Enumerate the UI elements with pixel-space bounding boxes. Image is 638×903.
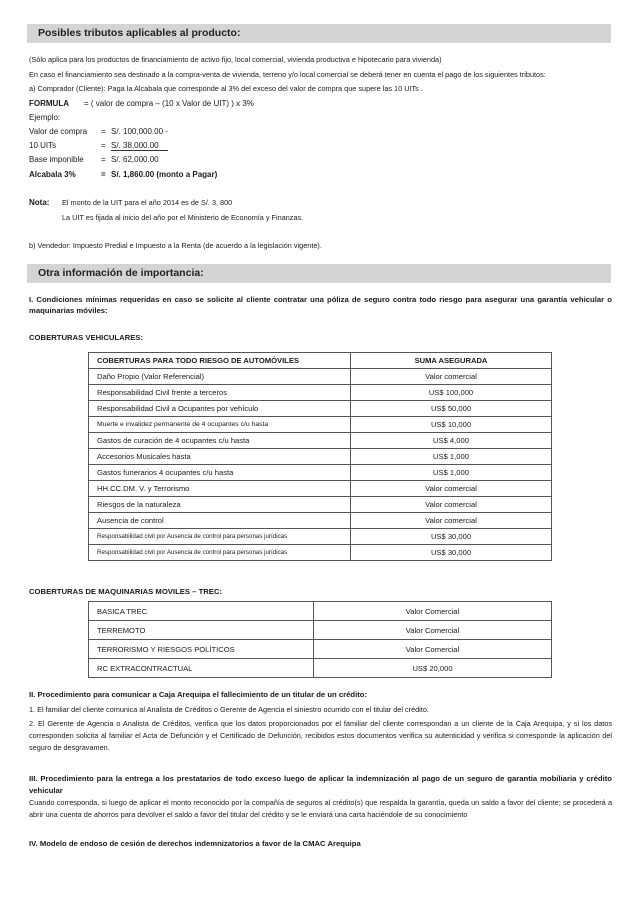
coverage-cell: Riesgos de la naturaleza — [89, 497, 351, 513]
coverage-cell: Accesorios Musicales hasta — [89, 449, 351, 465]
column-header-coverage: COBERTURAS PARA TODO RIESGO DE AUTOMÓVILES — [89, 353, 351, 369]
coverage-cell: Ausencia de control — [89, 513, 351, 529]
section-title: Posibles tributos aplicables al producto: — [38, 27, 241, 39]
alcabala-eq: = — [101, 170, 106, 179]
sum-cell: US$ 10,000 — [351, 417, 552, 433]
procedure-2-title: II. Procedimiento para comunicar a Caja Arequipa el fallecimiento de un titular de un crédito: — [29, 690, 368, 699]
sum-cell: Valor Comercial — [314, 621, 552, 640]
formula-label: FORMULA — [29, 99, 69, 108]
procedure-3-title: III. Procedimiento para la entrega a los prestatarios de todo exceso luego de aplicar la indemnización al pago de un seguro de garantía mobiliaria y crédito vehicular — [29, 774, 612, 795]
table-row — [89, 481, 552, 497]
sum-cell: Valor comercial — [351, 369, 552, 385]
coverage-cell: Responsabilidad civil por Ausencia de control para personas jurídicas — [89, 545, 351, 561]
sum-cell: US$ 1,000 — [351, 449, 552, 465]
table-row — [89, 659, 552, 678]
example-label-0: Valor de compra — [29, 127, 88, 136]
coverage-cell: BASICA TREC — [89, 602, 314, 621]
sum-cell: US$ 20,000 — [314, 659, 552, 678]
trec-heading: COBERTURAS DE MAQUINARIAS MOVILES – TREC: — [29, 587, 223, 596]
table-row — [89, 513, 552, 529]
table-row — [89, 369, 552, 385]
table-row — [89, 417, 552, 433]
coverage-cell: HH.CC.DM. V. y Terrorismo — [89, 481, 351, 497]
table-row — [89, 465, 552, 481]
procedure-2-step-2: 2. El Gerente de Agencia o Analista de Créditos, verifica que los datos proporcionados por el familiar del cliente correspondan a un cliente de la Caja Arequipa, y si los datos corresponden solicita al familiar el Acta de Defunción y el Certificado de Defunción, recibidos estos documentos verifica su autenticidad y verifica si corresponde la aplicación del seguro de desgravamen. — [29, 719, 612, 752]
table-row — [89, 640, 552, 659]
example-eq-1: = — [101, 141, 106, 150]
coverage-cell: TERRORISMO Y RIESGOS POLÍTICOS — [89, 640, 314, 659]
example-label: Ejemplo: — [29, 113, 61, 122]
sum-cell: Valor Comercial — [314, 602, 552, 621]
section-banner-tributos — [27, 24, 611, 43]
alcabala-value: S/. 1,860.00 (monto a Pagar) — [111, 170, 218, 179]
sum-cell: US$ 30,000 — [351, 529, 552, 545]
alcabala-label: Alcabala 3% — [29, 170, 76, 179]
sum-cell: US$ 50,000 — [351, 401, 552, 417]
example-value-1: S/. 38,000.00 — [111, 141, 159, 150]
intro-text: En caso el financiamiento sea destinado a la compra-venta de vivienda, terreno y/o local comercial se deberá tener en cuenta el pago de los siguientes tributos: — [29, 70, 546, 79]
coverage-cell: Daño Propio (Valor Referencial) — [89, 369, 351, 385]
nota-line-1: El monto de la UIT para el año 2014 es de S/. 3, 800 — [62, 198, 233, 207]
coverage-cell: TERREMOTO — [89, 621, 314, 640]
procedure-3-text: Cuando corresponda, si luego de aplicar el monto reconocido por la compañía de seguros al crédito(s) que respalda la garantía, queda un saldo a favor del cliente; se procederá a abrir una cuenta de ahorros para devolver el saldo a favor del titular del crédito y se le enviará una carta haciéndole de su conocimiento — [29, 798, 612, 819]
sum-cell: Valor Comercial — [314, 640, 552, 659]
table-row — [89, 602, 552, 621]
example-value-2: S/. 62,000.00 — [111, 155, 159, 164]
buyer-text: a) Comprador (Cliente): Paga la Alcabala que corresponde al 3% del exceso del valor de compra que supere las 10 UITs . — [29, 84, 423, 93]
trec-coverage-table — [88, 601, 552, 678]
table-header-row — [89, 353, 552, 369]
table-row — [89, 621, 552, 640]
coverage-cell: Muerte e invalidez permanente de 4 ocupantes c/u hasta — [89, 417, 351, 433]
sum-cell: Valor comercial — [351, 513, 552, 529]
procedure-4-title: IV. Modelo de endoso de cesión de derechos indemnizatorios a favor de la CMAC Arequipa — [29, 839, 361, 848]
sum-cell: US$ 100,000 — [351, 385, 552, 401]
table-row — [89, 545, 552, 561]
table-row — [89, 385, 552, 401]
example-eq-2: = — [101, 155, 106, 164]
table-row — [89, 449, 552, 465]
nota-line-2: La UIT es fijada al inicio del año por el Ministerio de Economía y Finanzas. — [62, 213, 304, 222]
example-label-2: Base imponible — [29, 155, 84, 164]
coverage-cell: Responsabilidad Civil a Ocupantes por vehículo — [89, 401, 351, 417]
sum-cell: US$ 30,000 — [351, 545, 552, 561]
table-row — [89, 529, 552, 545]
formula-text: = ( valor de compra – (10 x Valor de UIT) ) x 3% — [84, 99, 254, 108]
sum-cell: Valor comercial — [351, 497, 552, 513]
sum-cell: Valor comercial — [351, 481, 552, 497]
coverage-cell: Responsabilidad Civil frente a terceros — [89, 385, 351, 401]
column-header-sum: SUMA ASEGURADA — [351, 353, 552, 369]
conditions-title: I. Condiciones mínimas requeridas en caso se solicite al cliente contratar una póliza de seguro contra todo riesgo para asegurar una garantía vehicular o maquinarias móviles: — [29, 295, 612, 315]
sum-cell: US$ 4,000 — [351, 433, 552, 449]
section-title: Otra información de importancia: — [38, 267, 204, 279]
vehicular-heading: COBERTURAS VEHICULARES: — [29, 333, 144, 342]
seller-text: b) Vendedor: Impuesto Predial e Impuesto a la Renta (de acuerdo a la legislación vigente). — [29, 241, 322, 250]
coverage-cell: Gastos de curación de 4 ocupantes c/u hasta — [89, 433, 351, 449]
sum-cell: US$ 1,000 — [351, 465, 552, 481]
table-row — [89, 433, 552, 449]
nota-label: Nota: — [29, 198, 50, 207]
coverage-cell: Responsabilidad civil por Ausencia de control para personas jurídicas — [89, 529, 351, 545]
procedure-2-step-1: 1. El familiar del cliente comunica al Analista de Créditos o Gerente de Agencia el siniestro ocurrido con el titular del crédito. — [29, 705, 429, 714]
coverage-cell: Gastos funerarios 4 ocupantes c/u hasta — [89, 465, 351, 481]
table-row — [89, 497, 552, 513]
sum-underline — [111, 150, 168, 151]
example-eq-0: = — [101, 127, 106, 136]
example-label-1: 10 UITs — [29, 141, 57, 150]
example-value-0: S/. 100,000.00 - — [111, 127, 168, 136]
coverage-cell: RC EXTRACONTRACTUAL — [89, 659, 314, 678]
table-row — [89, 401, 552, 417]
vehicular-coverage-table — [88, 352, 552, 561]
section-banner-otra-info — [27, 264, 611, 283]
scope-note: (Sólo aplica para los productos de financiamiento de activo fijo, local comercial, vivienda productiva e hipotecario para vivienda) — [29, 55, 442, 64]
